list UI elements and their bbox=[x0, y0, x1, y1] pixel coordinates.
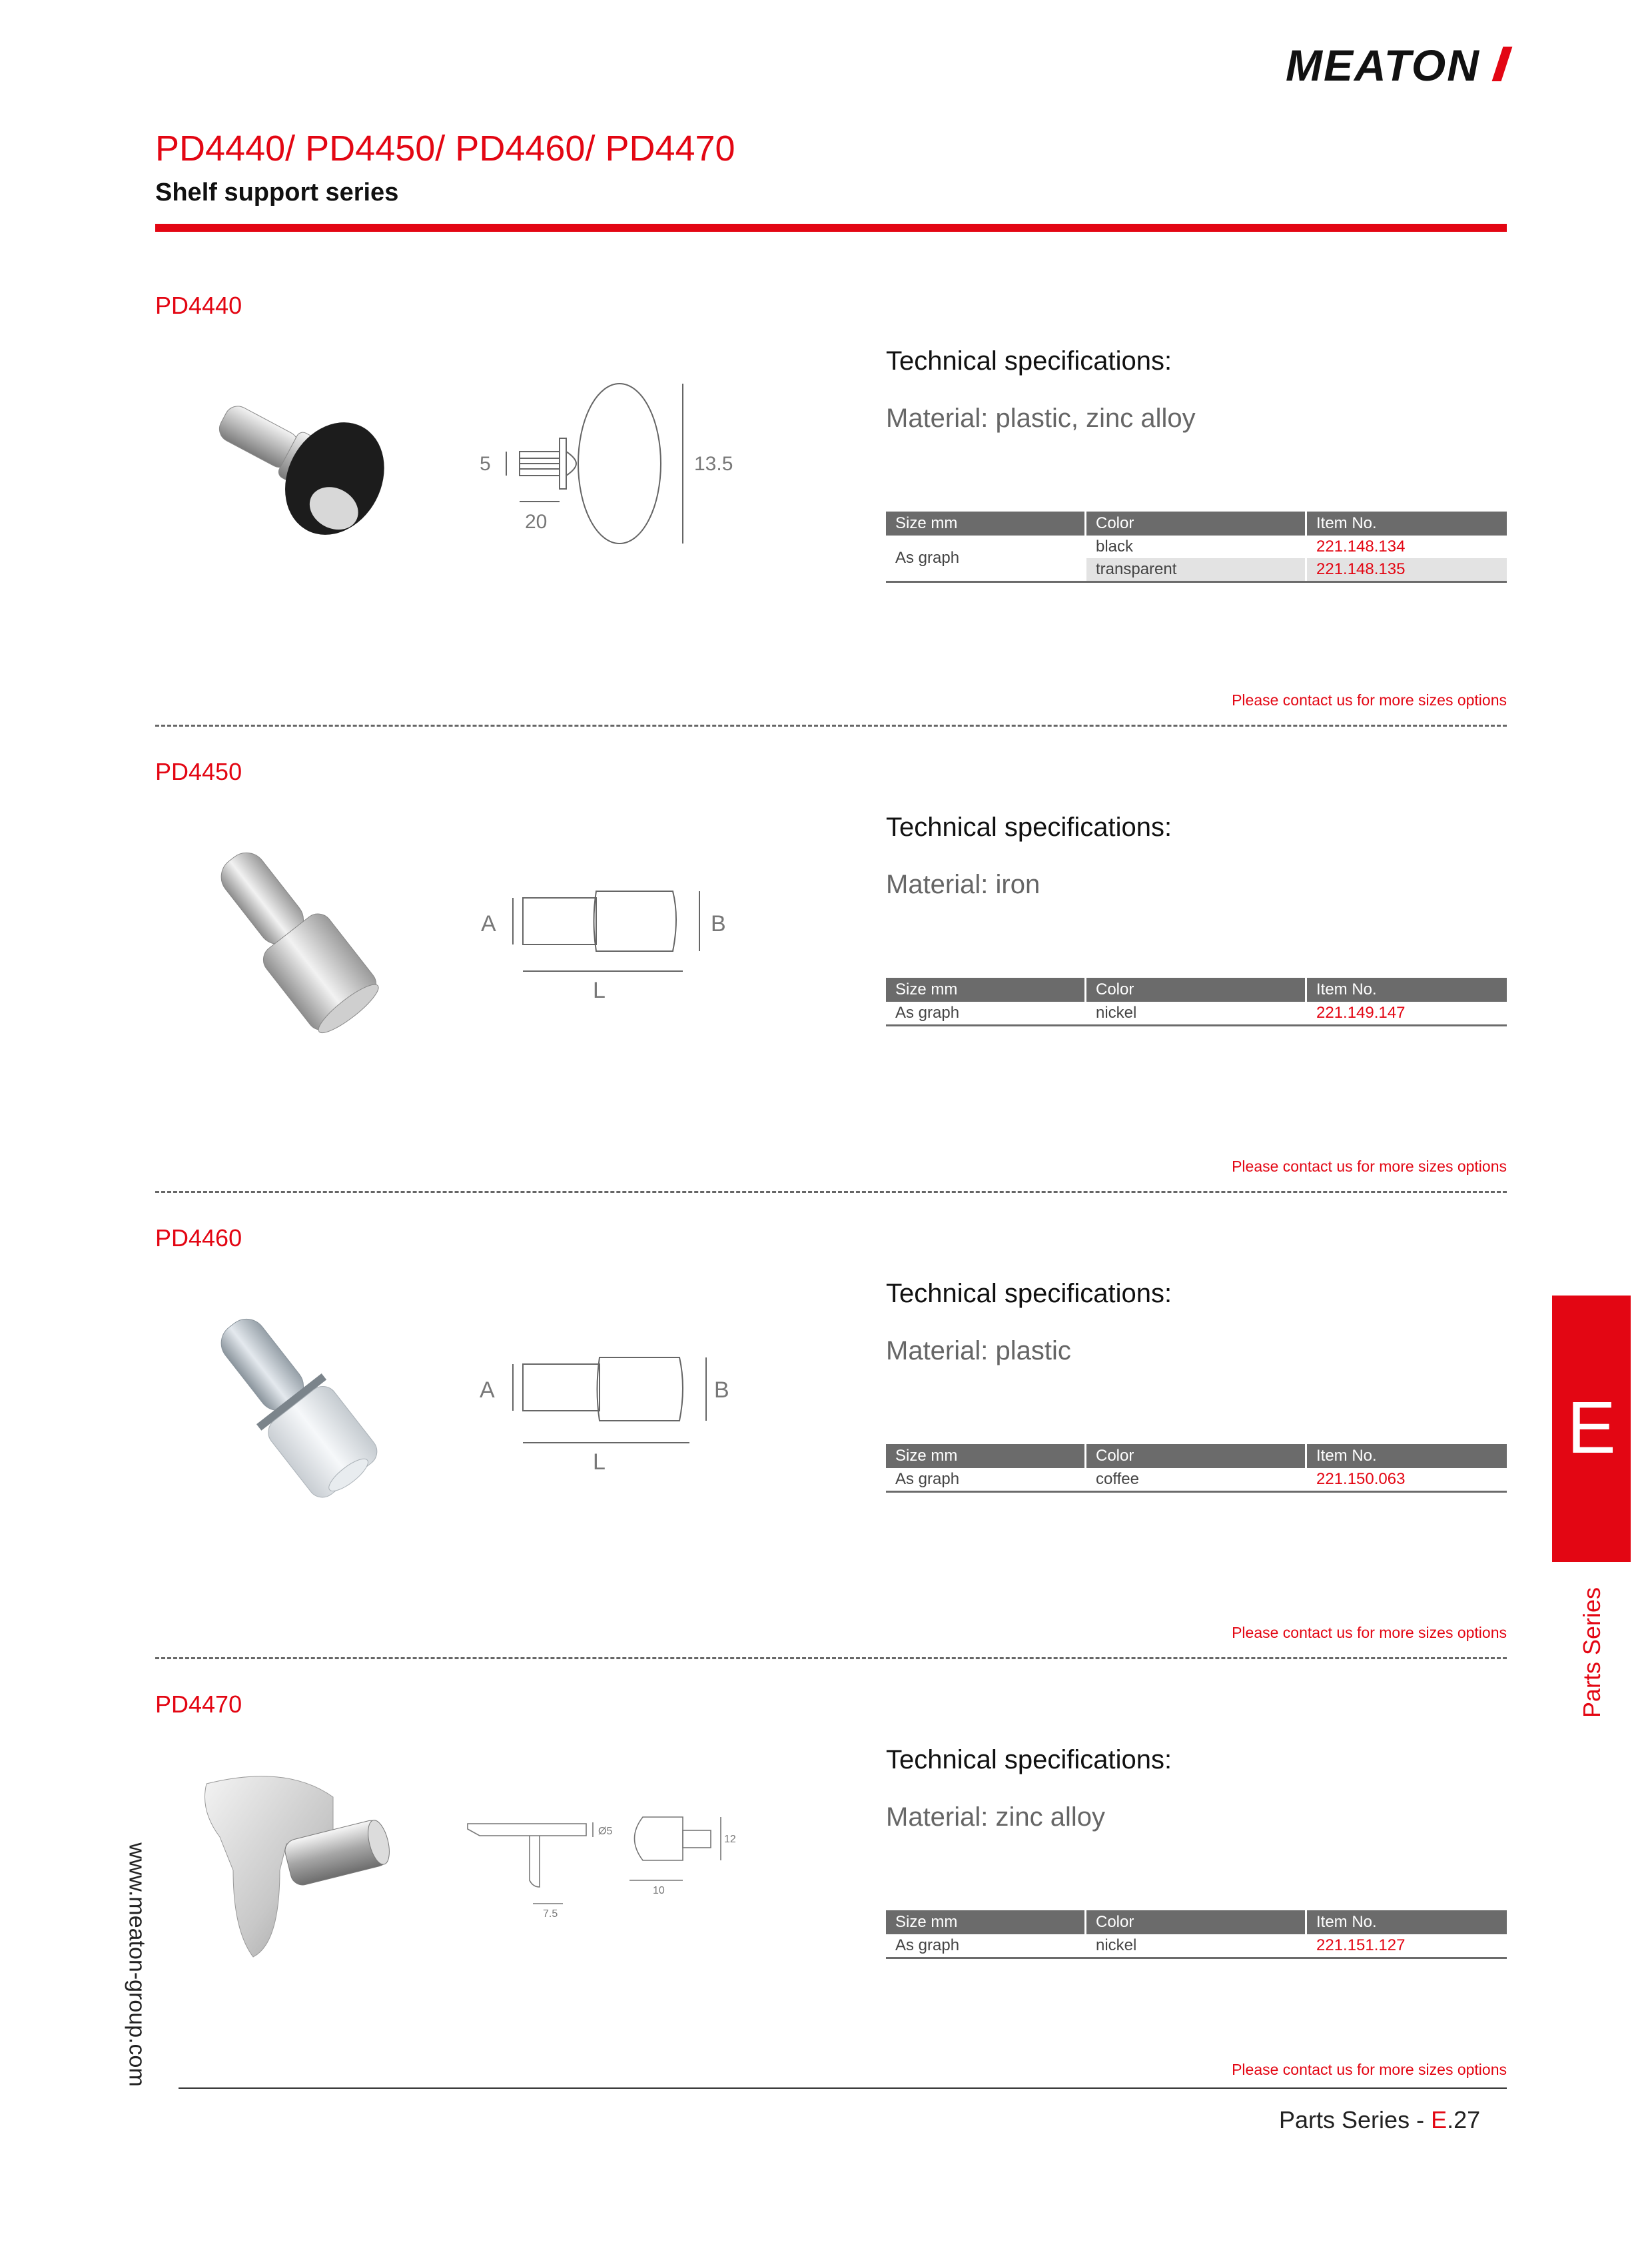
column-header: Item No. bbox=[1306, 1910, 1507, 1934]
dimension-label: L bbox=[593, 978, 606, 1003]
website-url-text: www.meaton-group.com bbox=[124, 1842, 150, 2087]
column-header: Size mm bbox=[886, 1444, 1086, 1468]
technical-drawing bbox=[466, 365, 759, 578]
brand-logo: MEATON bbox=[1286, 41, 1480, 90]
spec-heading: Technical specifications: bbox=[886, 1745, 1172, 1774]
header-divider bbox=[155, 224, 1507, 232]
column-header: Size mm bbox=[886, 512, 1086, 536]
product-section-pd4440 bbox=[0, 292, 1652, 758]
column-header: Color bbox=[1086, 512, 1306, 536]
material-text: Material: plastic bbox=[886, 1336, 1071, 1365]
section-tab-letter: E bbox=[1567, 1387, 1616, 1469]
contact-note: Please contact us for more sizes options bbox=[1232, 691, 1507, 709]
material-text: Material: iron bbox=[886, 870, 1040, 899]
product-photo bbox=[180, 825, 406, 1051]
contact-note: Please contact us for more sizes options bbox=[1232, 1624, 1507, 1641]
size-cell: As graph bbox=[886, 1468, 1086, 1492]
column-header: Color bbox=[1086, 1910, 1306, 1934]
website-url bbox=[123, 1832, 150, 2098]
dimension-label: 13.5 bbox=[694, 453, 733, 475]
dimension-label: Ø5 bbox=[598, 1826, 613, 1837]
product-photo bbox=[180, 1757, 406, 1984]
footer-divider bbox=[179, 2087, 1507, 2089]
dimension-label: 5 bbox=[480, 453, 491, 475]
section-tab-label bbox=[1579, 1585, 1605, 1718]
item-number-cell: 221.151.127 bbox=[1306, 1934, 1507, 1958]
spec-heading: Technical specifications: bbox=[886, 813, 1172, 842]
product-code: PD4470 bbox=[155, 1690, 242, 1718]
section-divider bbox=[155, 1191, 1507, 1193]
dimension-label: 7.5 bbox=[543, 1908, 558, 1920]
spec-heading: Technical specifications: bbox=[886, 346, 1172, 376]
column-header: Size mm bbox=[886, 1910, 1086, 1934]
technical-drawing bbox=[466, 1764, 759, 1977]
dimension-label: B bbox=[711, 911, 726, 936]
footer-prefix: Parts Series - bbox=[1279, 2106, 1432, 2133]
material-text: Material: zinc alloy bbox=[886, 1802, 1106, 1832]
contact-note: Please contact us for more sizes options bbox=[1232, 2061, 1507, 2078]
column-header: Item No. bbox=[1306, 978, 1507, 1002]
section-divider bbox=[155, 725, 1507, 727]
column-header: Item No. bbox=[1306, 1444, 1507, 1468]
size-cell: As graph bbox=[886, 1934, 1086, 1958]
table-row bbox=[886, 1934, 1507, 1958]
product-section-pd4460 bbox=[0, 1224, 1652, 1690]
footer-page-number: .27 bbox=[1447, 2106, 1481, 2133]
product-code: PD4460 bbox=[155, 1224, 242, 1252]
material-text: Material: plastic, zinc alloy bbox=[886, 404, 1196, 433]
table-row bbox=[886, 1002, 1507, 1026]
section-divider bbox=[155, 1657, 1507, 1659]
dimension-label: 12 bbox=[724, 1834, 736, 1845]
color-cell: black bbox=[1086, 536, 1306, 558]
dimension-label: A bbox=[480, 1377, 495, 1403]
column-header: Color bbox=[1086, 978, 1306, 1002]
page-subtitle: Shelf support series bbox=[155, 179, 399, 206]
item-number-cell: 221.149.147 bbox=[1306, 1002, 1507, 1026]
spec-table bbox=[886, 978, 1507, 1026]
size-cell: As graph bbox=[886, 1002, 1086, 1026]
product-section-pd4470 bbox=[0, 1690, 1652, 2090]
column-header: Size mm bbox=[886, 978, 1086, 1002]
color-cell: nickel bbox=[1086, 1002, 1306, 1026]
column-header: Item No. bbox=[1306, 512, 1507, 536]
dimension-label: A bbox=[481, 911, 496, 936]
product-section-pd4450 bbox=[0, 758, 1652, 1224]
item-number-cell: 221.150.063 bbox=[1306, 1468, 1507, 1492]
color-cell: nickel bbox=[1086, 1934, 1306, 1958]
product-code: PD4450 bbox=[155, 758, 242, 785]
dimension-label: B bbox=[714, 1377, 729, 1403]
dimension-label: L bbox=[593, 1449, 606, 1475]
product-photo bbox=[180, 358, 406, 585]
section-tab-label-text: Parts Series bbox=[1578, 1587, 1605, 1718]
dimension-label: 20 bbox=[525, 511, 548, 533]
spec-heading: Technical specifications: bbox=[886, 1279, 1172, 1308]
item-number-cell: 221.148.135 bbox=[1306, 558, 1507, 582]
size-cell: As graph bbox=[886, 536, 1086, 582]
table-row bbox=[886, 536, 1507, 558]
spec-table bbox=[886, 1444, 1507, 1493]
color-cell: coffee bbox=[1086, 1468, 1306, 1492]
product-photo bbox=[180, 1291, 406, 1517]
column-header: Color bbox=[1086, 1444, 1306, 1468]
footer-page-letter: E bbox=[1431, 2106, 1447, 2133]
technical-drawing bbox=[466, 1298, 759, 1511]
contact-note: Please contact us for more sizes options bbox=[1232, 1158, 1507, 1175]
technical-drawing bbox=[466, 831, 759, 1044]
spec-table bbox=[886, 512, 1507, 583]
color-cell: transparent bbox=[1086, 558, 1306, 582]
page-title: PD4440/ PD4450/ PD4460/ PD4470 bbox=[155, 129, 735, 169]
table-row bbox=[886, 1468, 1507, 1492]
spec-table bbox=[886, 1910, 1507, 1959]
page-footer bbox=[1279, 2106, 1480, 2134]
logo-accent bbox=[1492, 47, 1513, 81]
item-number-cell: 221.148.134 bbox=[1316, 538, 1406, 556]
dimension-label: 10 bbox=[653, 1885, 665, 1896]
product-code: PD4440 bbox=[155, 292, 242, 319]
